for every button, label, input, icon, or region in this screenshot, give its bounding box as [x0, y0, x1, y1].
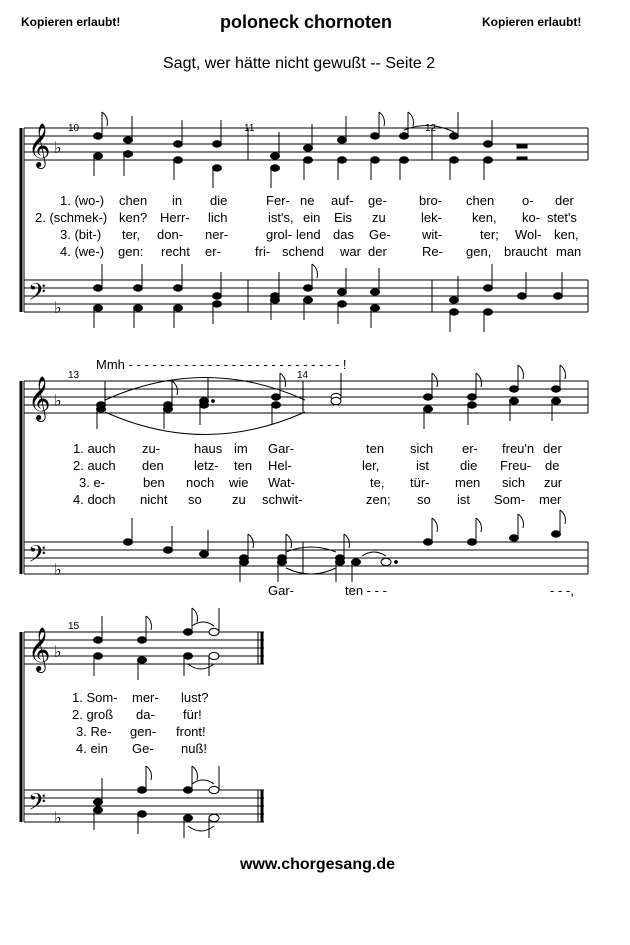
lyric-syllable: zu- [142, 441, 161, 456]
lyric-syllable: te, [370, 475, 385, 490]
lyric-syllable: recht [161, 244, 190, 259]
flat-icon: ♭ [54, 391, 62, 410]
lyric-syllable: so [188, 492, 202, 507]
lyric-syllable: ten [366, 441, 385, 456]
bass-lyric: Gar- [268, 583, 294, 598]
lyric-syllable: don- [157, 227, 184, 242]
flat-icon: ♭ [54, 642, 62, 661]
lyric-syllable: tür- [410, 475, 430, 490]
lyric-syllable: Som- [494, 492, 526, 507]
lyric-syllable: 2. (schmek-) [35, 210, 108, 225]
lyric-syllable: der [543, 441, 562, 456]
treble-staff-2 [24, 381, 588, 413]
lyric-syllable: war [340, 244, 361, 259]
lyric-syllable: schwit- [262, 492, 303, 507]
lyric-syllable: chen [466, 193, 495, 208]
lyric-syllable: ken, [554, 227, 579, 242]
lyric-syllable: ler, [362, 458, 380, 473]
lyric-syllable: der [555, 193, 574, 208]
lyric-syllable: ben [143, 475, 165, 490]
lyric-syllable: die [210, 193, 228, 208]
lyric-syllable: ter, [122, 227, 141, 242]
mmh-hum-line: Mmh - - - - - - - - - - - - - - - - - - - - - - - - - - - ! [96, 357, 347, 372]
measure-number: 10 [68, 123, 80, 134]
treble-clef-icon: 𝄞 [28, 123, 51, 167]
treble-staff-1 [24, 128, 588, 160]
lyric-syllable: das [333, 227, 354, 242]
lyric-syllable: bro- [419, 193, 443, 208]
lyric-syllable: ter; [480, 227, 499, 242]
lyric-syllable: fri- [255, 244, 271, 259]
lyric-syllable: 1. auch [73, 441, 116, 456]
lyric-syllable: auf- [331, 193, 354, 208]
lyric-syllable: o- [522, 193, 534, 208]
bass-clef-icon: 𝄢 [28, 540, 47, 573]
lyric-syllable: er- [205, 244, 221, 259]
lyric-syllable: gen- [130, 724, 157, 739]
lyric-syllable: der [368, 244, 387, 259]
notes-system-3 [94, 608, 220, 838]
measure-number: 11 [244, 123, 255, 134]
flat-icon: ♭ [54, 808, 62, 827]
flat-icon: ♭ [54, 138, 62, 157]
lyric-syllable: ist's, [268, 210, 294, 225]
notes-treble-2 [97, 365, 566, 435]
lyric-syllable: 2. groß [72, 707, 114, 722]
lyric-syllable: er- [462, 441, 478, 456]
notes-bass-1 [94, 264, 563, 332]
lyric-syllable: Gar- [268, 441, 294, 456]
bass-lyric: ten - - - [345, 583, 387, 598]
lyric-syllable: zur [544, 475, 563, 490]
page-title: poloneck chornoten [220, 12, 393, 32]
lyric-syllable: nuß! [181, 741, 208, 756]
lyric-syllable: Ge- [369, 227, 391, 242]
lyric-syllable: Ge- [132, 741, 154, 756]
lyric-syllable: 4. (we-) [60, 244, 105, 259]
lyric-syllable: Fer- [266, 193, 290, 208]
lyric-syllable: 1. Som- [72, 690, 118, 705]
lyric-syllable: so [417, 492, 431, 507]
lyric-syllable: lek- [421, 210, 442, 225]
lyric-syllable: Hel- [268, 458, 292, 473]
flat-icon: ♭ [54, 298, 62, 317]
lyric-syllable: ge- [368, 193, 387, 208]
bass-clef-icon: 𝄢 [28, 278, 47, 311]
lyric-syllable: Wat- [268, 475, 295, 490]
lyric-syllable: für! [183, 707, 202, 722]
lyric-syllable: ne [300, 193, 315, 208]
notes-bass-2 [124, 510, 566, 582]
lyric-syllable: noch [186, 475, 215, 490]
lyric-syllable: chen [119, 193, 148, 208]
lyric-syllable: haus [194, 441, 223, 456]
bass-lyric: - - -, [550, 583, 574, 598]
lyric-syllable: ner- [205, 227, 229, 242]
website-link[interactable]: www.chorgesang.de [240, 856, 395, 873]
lyric-syllable: lend [296, 227, 321, 242]
lyric-syllable: wie [229, 475, 249, 490]
lyric-syllable: Wol- [515, 227, 542, 242]
lyric-syllable: de [545, 458, 560, 473]
lyric-syllable: zen; [366, 492, 391, 507]
lyric-syllable: mer- [132, 690, 159, 705]
lyric-syllable: ist [457, 492, 470, 507]
lyric-syllable: grol- [266, 227, 293, 242]
lyric-syllable: 4. ein [76, 741, 108, 756]
lyric-syllable: ten [234, 458, 253, 473]
lyric-syllable: front! [176, 724, 206, 739]
measure-number: 14 [297, 370, 309, 381]
bass-clef-icon: 𝄢 [28, 788, 47, 821]
lyric-syllable: wit- [422, 227, 443, 242]
lyric-syllable: ist [416, 458, 429, 473]
lyric-syllable: 1. (wo-) [60, 193, 105, 208]
lyric-syllable: ein [303, 210, 321, 225]
flat-icon: ♭ [54, 560, 62, 579]
lyric-syllable: 4. doch [73, 492, 116, 507]
lyric-syllable: sich [502, 475, 526, 490]
lyric-syllable: braucht [504, 244, 548, 259]
lyric-syllable: schend [282, 244, 324, 259]
lyric-syllable: ken? [119, 210, 148, 225]
lyric-syllable: zu [372, 210, 386, 225]
lyric-syllable: letz- [194, 458, 219, 473]
lyric-syllable: lust? [181, 690, 209, 705]
lyric-syllable: 3. Re- [76, 724, 112, 739]
lyric-syllable: den [142, 458, 164, 473]
measure-number: 15 [68, 621, 80, 632]
lyric-syllable: 3. (bit-) [60, 227, 102, 242]
lyric-syllable: ken, [472, 210, 497, 225]
lyric-syllable: Eis [334, 210, 353, 225]
lyric-syllable: da- [136, 707, 155, 722]
lyric-syllable: lich [208, 210, 228, 225]
lyric-syllable: mer [539, 492, 562, 507]
measure-number: 12 [425, 123, 437, 134]
song-subtitle: Sagt, wer hätte nicht gewußt -- Seite 2 [163, 55, 436, 72]
lyric-syllable: man [556, 244, 582, 259]
lyric-syllable: im [234, 441, 248, 456]
treble-clef-icon: 𝄞 [28, 376, 51, 420]
treble-clef-icon: 𝄞 [28, 627, 51, 671]
lyric-syllable: gen: [118, 244, 144, 259]
lyric-syllable: 2. auch [73, 458, 116, 473]
notes-treble-1 [94, 112, 528, 188]
lyric-syllable: gen, [466, 244, 492, 259]
lyric-syllable: Herr- [160, 210, 190, 225]
lyric-syllable: Re- [422, 244, 443, 259]
lyric-syllable: Freu- [500, 458, 532, 473]
lyric-syllable: sich [410, 441, 434, 456]
lyric-syllable: in [172, 193, 183, 208]
copy-note-left: Kopieren erlaubt! [21, 15, 121, 29]
lyric-syllable: 3. e- [79, 475, 106, 490]
lyric-syllable: nicht [140, 492, 168, 507]
lyric-syllable: ko- [522, 210, 541, 225]
lyric-syllable: die [460, 458, 478, 473]
measure-number: 13 [68, 370, 80, 381]
lyric-syllable: men [455, 475, 481, 490]
copy-note-right: Kopieren erlaubt! [482, 15, 582, 29]
lyric-syllable: stet's [547, 210, 577, 225]
lyric-syllable: zu [232, 492, 246, 507]
lyric-syllable: freu'n [502, 441, 535, 456]
